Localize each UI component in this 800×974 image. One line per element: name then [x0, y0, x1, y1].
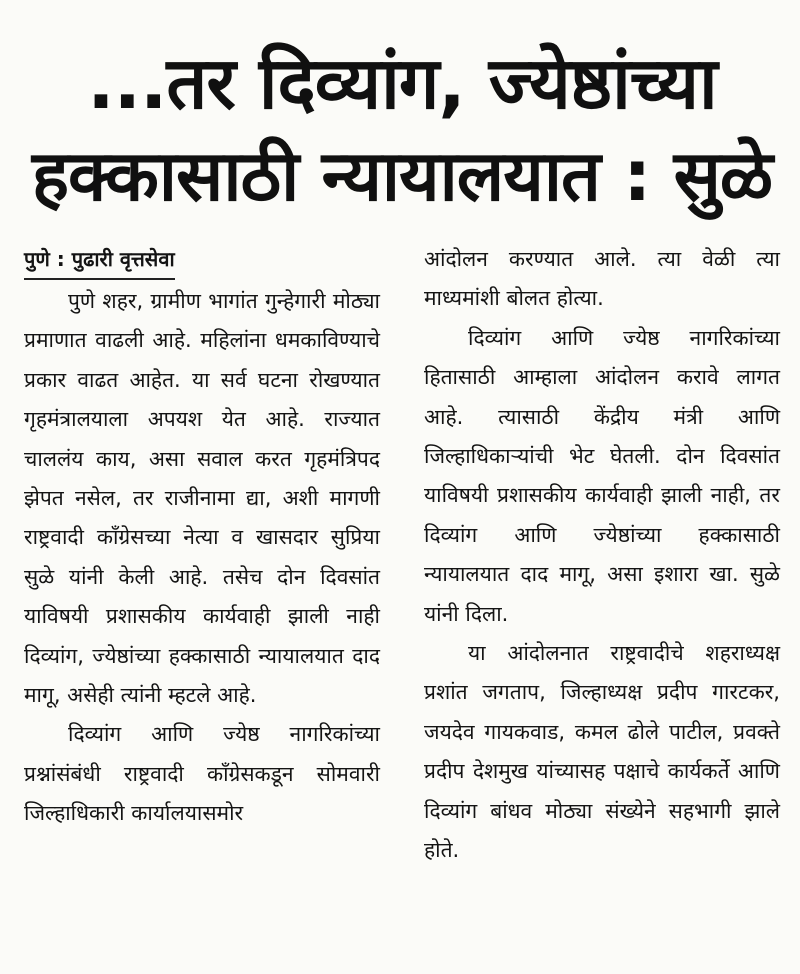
dateline: पुणे : पुढारी वृत्तसेवा: [24, 240, 175, 280]
paragraph: या आंदोलनात राष्ट्रवादीचे शहराध्यक्ष प्रशांत जगताप, जिल्हाध्यक्ष प्रदीप गारटकर, जयदेव गायकवाड, कमल ढोले पाटील, प्रवक्ते प्रदीप देशमुख यांच्यासह पक्षाचे कार्यकर्ते आणि दिव्यांग बांधव मोठ्या संख्येने सहभागी झाले होते.: [424, 641, 780, 863]
headline-line-2: हक्कासाठी न्यायालयात : सुळे: [31, 135, 773, 217]
paragraph: दिव्यांग आणि ज्येष्ठ नागरिकांच्या प्रश्नांसंबंधी राष्ट्रवादी काँग्रेसकडून सोमवारी जिल्हाधिकारी कार्यालयासमोर: [24, 722, 380, 826]
left-column: [24, 240, 380, 871]
article-body: [24, 240, 780, 871]
paragraph-continuation: आंदोलन करण्यात आले. त्या वेळी त्या माध्यमांशी बोलत होत्या.: [424, 247, 780, 311]
paragraph: पुणे शहर, ग्रामीण भागांत गुन्हेगारी मोठ्या प्रमाणात वाढली आहे. महिलांना धमकाविण्याचे प्रकार वाढत आहेत. या सर्व घटना रोखण्यात गृहमंत्रालयाला अपयश येत आहे. राज्यात चाललंय काय, असा सवाल करत गृहमंत्रिपद झेपत नसेल, तर राजीनामा द्या, अशी मागणी राष्ट्रवादी काँग्रेसच्या नेत्या व खासदार सुप्रिया सुळे यांनी केली आहे. तसेच दोन दिवसांत याविषयी प्रशासकीय कार्यवाही झाली नाही दिव्यांग, ज्येष्ठांच्या हक्कासाठी न्यायालयात दाद मागू, असेही त्यांनी म्हटले आहे.: [24, 289, 380, 708]
right-column: [424, 240, 780, 871]
paragraph: दिव्यांग आणि ज्येष्ठ नागरिकांच्या हितासाठी आम्हाला आंदोलन करावे लागत आहे. त्यासाठी केंद्रीय मंत्री आणि जिल्हाधिकाऱ्यांची भेट घेतली. दोन दिवसांत याविषयी प्रशासकीय कार्यवाही झाली नाही, तर दिव्यांग आणि ज्येष्ठांच्या हक्कासाठी न्यायालयात दाद मागू, असा इशारा खा. सुळे यांनी दिला.: [424, 325, 780, 626]
headline-line-1: ...तर दिव्यांग, ज्येष्ठांच्या: [87, 41, 717, 125]
